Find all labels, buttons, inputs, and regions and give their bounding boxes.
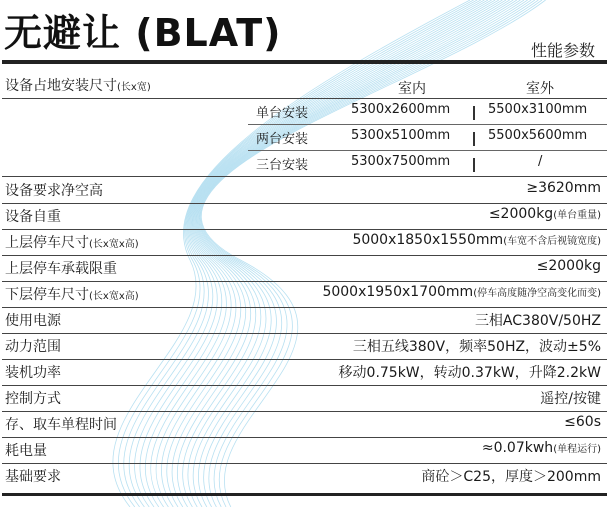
spec-row-foundation — [2, 463, 607, 489]
spec-value: ≤2000kg(单台重量) — [488, 206, 601, 222]
outdoor-size: 5500x3100mm — [488, 102, 588, 117]
spec-value: ≥3620mm — [526, 180, 601, 196]
footprint-row — [248, 98, 607, 125]
spec-value-note: (单台重量) — [553, 210, 601, 221]
page-subtitle: 性能参数 — [530, 41, 595, 60]
indoor-size: 5300x5100mm — [351, 128, 451, 143]
spec-row-self-weight — [2, 203, 607, 230]
spec-label-unit: (长x宽x高) — [89, 239, 139, 250]
spec-row-upper-load — [2, 255, 607, 282]
spec-row-power-supply — [2, 307, 607, 334]
spec-label: 下层停车尺寸(长x宽x高) — [5, 287, 139, 303]
spec-value: 三相AC380V/50HZ — [474, 313, 601, 329]
spec-row-energy — [2, 437, 607, 464]
column-outdoor: 室外 — [526, 81, 554, 97]
spec-label: 设备要求净空高 — [5, 183, 103, 199]
install-type: 三台安装 — [256, 158, 309, 173]
spec-row-power-range — [2, 333, 607, 360]
spec-label: 控制方式 — [5, 391, 61, 407]
footprint-label: 设备占地安装尺寸(长x宽) — [5, 78, 151, 94]
column-separator — [473, 106, 475, 120]
column-indoor: 室内 — [398, 81, 426, 97]
spec-label: 存、取车单程时间 — [5, 417, 117, 433]
outdoor-size: 5500x5600mm — [488, 128, 588, 143]
spec-label: 动力范围 — [5, 339, 61, 355]
install-type: 单台安装 — [256, 106, 309, 121]
spec-value: 5000x1950x1700mm(停车高度随净空高变化而变) — [322, 284, 601, 300]
spec-label: 耗电量 — [5, 443, 47, 459]
spec-row-cycle-time — [2, 411, 607, 438]
spec-value: ≤2000kg — [536, 258, 601, 274]
indoor-size: 5300x7500mm — [351, 154, 451, 169]
spec-value-note: (车宽不含后视镜宽度) — [503, 236, 601, 247]
column-separator — [473, 132, 475, 146]
spec-value: 商砼＞C25，厚度＞200mm — [421, 469, 601, 485]
spec-row-clear-height — [2, 177, 607, 204]
spec-label: 装机功率 — [5, 365, 61, 381]
spec-value-note: (停车高度随净空高变化而变) — [473, 288, 601, 299]
footprint-header-row — [2, 72, 607, 99]
spec-label: 上层停车尺寸(长x宽x高) — [5, 235, 139, 251]
bottom-rule — [2, 493, 607, 496]
spec-row-installed-power — [2, 359, 607, 386]
spec-label: 基础要求 — [5, 469, 61, 485]
spec-value-note: (单程运行) — [553, 444, 601, 455]
spec-value: 移动0.75kW，转动0.37kW，升降2.2kW — [338, 365, 601, 381]
indoor-size: 5300x2600mm — [351, 102, 451, 117]
spec-label: 使用电源 — [5, 313, 61, 329]
install-type: 两台安装 — [256, 132, 309, 147]
spec-value: 三相五线380V，频率50HZ，波动±5% — [352, 339, 601, 355]
spec-value: 遥控/按键 — [540, 391, 601, 407]
footprint-label-unit: (长x宽) — [117, 82, 151, 93]
column-separator — [473, 158, 475, 172]
spec-value: 5000x1850x1550mm(车宽不含后视镜宽度) — [352, 232, 601, 248]
footprint-row — [248, 124, 607, 151]
spec-label: 设备自重 — [5, 209, 61, 225]
spec-label-unit: (长x宽x高) — [89, 291, 139, 302]
spec-label: 上层停车承载限重 — [5, 261, 117, 277]
outdoor-size: / — [538, 154, 543, 169]
top-rule — [2, 60, 607, 64]
spec-value: ≤60s — [564, 414, 601, 430]
spec-value: ≈0.07kwh(单程运行) — [481, 440, 601, 456]
page-title: 无避让 (BLAT) — [4, 11, 282, 55]
spec-row-control-mode — [2, 385, 607, 412]
spec-row-lower-size — [2, 281, 607, 308]
spec-row-upper-size — [2, 229, 607, 256]
footprint-row — [248, 150, 607, 176]
